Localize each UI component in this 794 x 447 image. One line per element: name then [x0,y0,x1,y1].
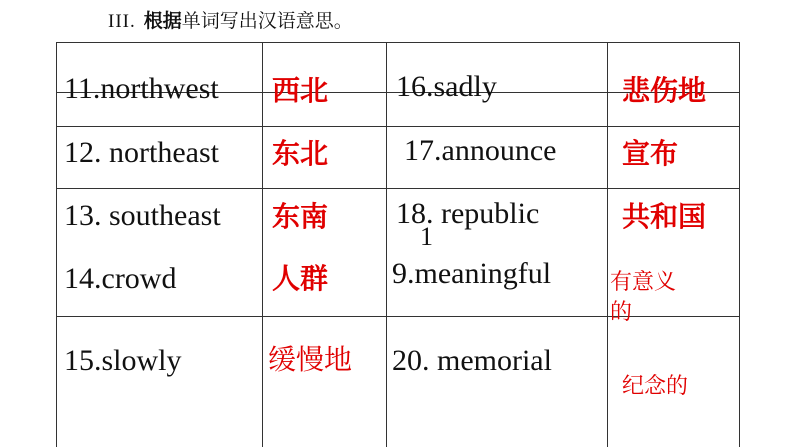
word-16: 16.sadly [396,70,497,103]
meaning-15: 缓慢地 [268,343,353,376]
word-11: 11.northwest [64,72,219,105]
meaning-19-line2: 的 [610,300,633,325]
word-13: 13. southeast [64,199,221,232]
word-20: 20. memorial [392,344,552,377]
title-bold: 根据 [143,10,182,32]
col-divider [607,42,608,447]
word-17: 17.announce [404,134,557,167]
meaning-12: 东北 [272,137,329,170]
word-12: 12. northeast [64,136,219,169]
meaning-20: 纪念的 [622,374,689,399]
row-divider [56,316,739,317]
meaning-13: 东南 [272,200,329,233]
title-rest: 单词写出汉语意思。 [181,10,353,32]
meaning-11: 西北 [272,74,329,107]
word-19: 9.meaningful [392,257,552,290]
meaning-16: 悲伤地 [622,74,707,107]
col-divider [262,42,263,447]
table-border-top [56,42,739,43]
word-14: 14.crowd [64,262,177,295]
row-divider [56,126,739,127]
stray-mark: 1 [420,222,433,251]
table-border-left [56,42,57,447]
meaning-14: 人群 [272,262,329,295]
col-divider [386,42,387,447]
row-divider [56,188,739,189]
table-border-right [739,42,740,447]
word-18: 18. republic [396,197,540,230]
meaning-19-line1: 有意义 [610,270,677,295]
word-15: 15.slowly [64,344,182,377]
meaning-18: 共和国 [622,200,707,233]
exercise-title [108,6,353,33]
section-number: III. [108,11,136,32]
meaning-17: 宣布 [622,137,679,170]
